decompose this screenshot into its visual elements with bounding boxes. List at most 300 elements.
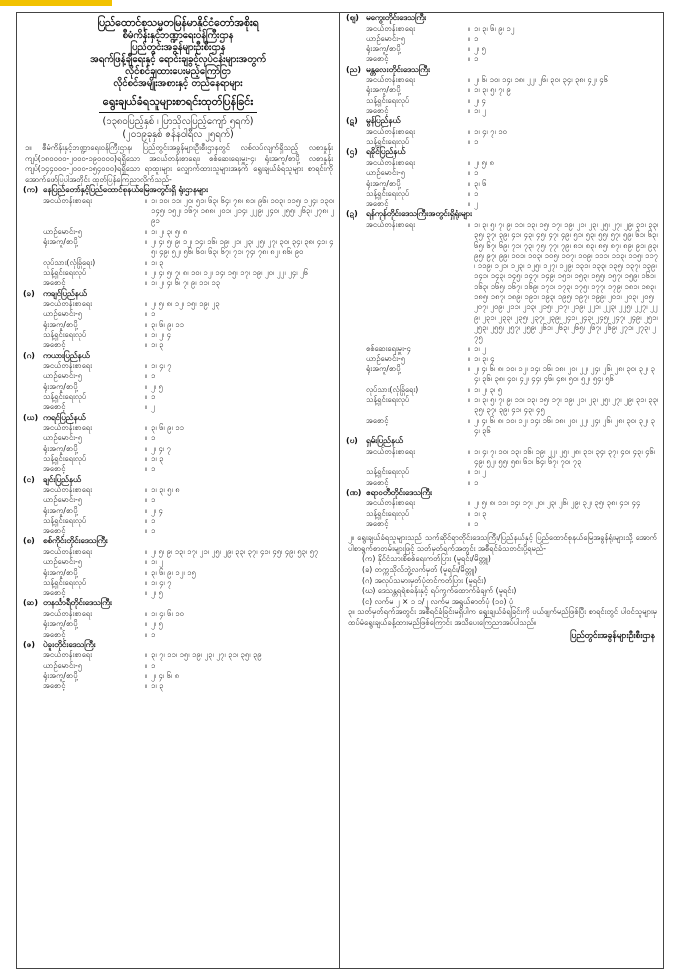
region-section [17,475,339,537]
position-row [23,330,335,340]
region-heading [23,351,335,362]
region-section [340,436,663,488]
notes-paragraph-2: ၃။ သတ်မှတ်ရက်အတွင်း အစီရင်ခံခြင်းမရှိပါက ရွေးချယ်ခံရခြင်းကို ပယ်ဖျက်မည်ဖြစ်ပြီး စာရင်းတွင် ပါဝင်သူများမှ ထပ်မံရွေးချယ်ခန့်ထားမည်ဖြစ်ကြောင်း အသိပေးကြေညာအပ်ပါသည်။ [348,607,657,628]
position-row [346,189,659,199]
position-row [23,382,335,392]
roll-numbers: ၁ [151,371,156,381]
position-row [23,361,335,371]
region-name: ရခိုင်ပြည်နယ် [366,147,406,157]
position-label: အစောင့် [43,402,66,412]
position-label: ရုံးအကူ/စာပို့ [43,505,78,515]
position-row [346,34,659,44]
roll-numbers: ၃၊ ၆၊ ၉၊ ၁၁ [151,319,184,329]
row-separator: ။ [144,453,148,463]
roll-numbers: ၁၊ ၂၊ ၄၊ ၆၊ ၇၊ ၉၊ ၁၁၊ ၁၃ [151,278,221,288]
region-section [17,351,339,413]
position-label: အငယ်တန်းစာရေး [43,650,92,660]
position-row [23,630,335,640]
notes-paragraph: ၂။ ရွေးချယ်ခံရသူများသည် သက်ဆိုင်ရာတိုင်းဒေသကြီး/ပြည်နယ်နှင့် ပြည်ထောင်စုနယ်မြေအခွန်ရုံးများသို့ အောက်ပါစာရွက်စာတမ်းများဖြင့် သတ်မှတ်ရက်အတွင်း အစီရင်ခံသတင်းပို့ရမည်- [348,533,657,553]
position-row [346,478,659,488]
region-number: (ဇ) [23,639,36,649]
row-separator: ။ [144,577,148,587]
roll-numbers: ၁ [474,137,479,147]
position-row [23,485,335,495]
row-separator: ။ [144,588,148,598]
position-row [346,127,659,137]
row-separator: ။ [144,195,148,205]
roll-numbers: ၂၊ ၅ [151,588,163,598]
position-row [23,619,335,629]
region-heading [346,147,659,158]
position-label: အစောင့် [43,588,66,598]
position-label: အစောင့် [43,526,66,536]
region-name: ဧရာဝတီတိုင်းဒေသကြီး [366,487,433,497]
region-section [17,598,339,639]
roll-numbers: ၁၊ ၃ [474,508,487,518]
roll-numbers: ၁ [474,477,479,487]
position-label: အစောင့် [43,278,66,288]
position-label: အငယ်တန်းစာရေး [366,23,415,33]
region-name: ချင်းပြည်နယ် [43,474,81,484]
row-separator: ။ [467,85,471,95]
position-label: သန့်ရှင်းရေးလုပ် [366,137,410,147]
region-number: (ည) [346,64,362,74]
region-number: (ဌ) [346,147,358,157]
region-section [340,209,663,436]
region-name: ရန်ကုန်တိုင်းဒေသကြီးအတွင်းရှိရုံးများ [366,209,473,219]
region-number: (ဋ) [346,116,358,126]
position-label: ယာဉ်မောင်း-၅ [43,371,82,381]
position-row [346,106,659,116]
roll-numbers: ၂၊ ၄ [474,95,486,105]
region-number: (စ) [23,536,35,546]
position-label: သန့်ရှင်းရေးလုပ် [43,577,87,587]
roll-numbers: ၁၊ ၂၊ ၃၊ ၅၊ ၈ [151,226,188,236]
roll-numbers: ၁၊ ၂ [474,467,486,477]
row-separator: ။ [467,75,471,85]
region-heading [346,488,659,499]
roll-numbers: ၁၊ ၃ [151,340,164,350]
position-label: အစောင့် [43,340,66,350]
position-label: အစောင့် [43,464,66,474]
position-row [23,309,335,319]
row-separator: ။ [144,371,148,381]
roll-numbers: ၁၊ ၃၊ ၅၊ ၇၊ ၉၊ ၁၁၊ ၁၃၊ ၁၅၊ ၁၇၊ ၁၉၊ ၂၁၊ ၂၃၊ ၂၅၊ ၂၇၊ ၂၉၊ ၃၁၊ ၃၃၊ ၃၅၊ ၃၇၊ ၃၉၊ ၄၁၊ ၄၃၊ ၄၅ [474,395,659,415]
roll-numbers: ၂ [474,199,478,209]
top-bar-seg-3 [52,0,112,6]
region-number: (ဎ) [346,436,358,446]
position-row [23,227,335,237]
row-separator: ။ [144,391,148,401]
roll-numbers: ၂၊ ၅၊ ၈ [474,157,495,167]
roll-numbers: ၁၊ ၄၊ ၇၊ ၁၀၊ ၁၃၊ ၁၆၊ ၁၉၊ ၂၂၊ ၂၅၊ ၂၈၊ ၃၁၊ ၃၄၊ ၃၇၊ ၄၀၊ ၄၃၊ ၄၆၊ ၄၉၊ ၅၂၊ ၅၅၊ ၅၈၊ ၆၁၊ ၆၄၊ ၆၇၊ ၇၀၊ ၇၃ [474,446,656,466]
announcement-header [17,13,339,141]
row-separator: ။ [144,340,148,350]
row-separator: ။ [144,660,148,670]
position-label: အငယ်တန်းစာရေး [43,195,92,205]
position-row [23,464,335,474]
position-label: အငယ်တန်းစာရေး [366,498,415,508]
region-heading [23,598,335,609]
roll-numbers: ၃၊ ၆၊ ၉၊ ၁၂၊ ၁၅ [151,567,196,577]
header-line-6: လိုင်စင်အမျိုးအစားနှင့် တည်နေရာများ [113,78,243,89]
roll-numbers: ၂၊ ၄၊ ၆၊ ၈ [151,670,180,680]
region-name: တနင်္သာရီတိုင်းဒေသကြီး [43,598,112,608]
row-separator: ။ [144,650,148,660]
position-row [23,671,335,681]
notes-item: (ဃ) ဒေသန္တရရဲစခန်းနှင့် ရပ်ကွက်ထောက်ခံချက် (မူရင်း) [362,586,517,596]
roll-numbers: ၁၊ ၂ [151,557,163,567]
position-row [23,526,335,536]
region-name: ပဲခူးတိုင်းဒေသကြီး [43,639,96,649]
region-section [340,13,663,65]
row-separator: ။ [144,567,148,577]
roll-numbers: ၁ [474,54,479,64]
row-separator: ။ [467,415,471,425]
region-number: (ဃ) [23,412,39,422]
row-separator: ။ [144,423,148,433]
position-row [346,395,659,416]
roll-numbers: ၂၊ ၅၊ ၈၊ ၁၁၊ ၁၄၊ ၁၇၊ ၂၀၊ ၂၃၊ ၂၆၊ ၂၉၊ ၃၂၊ ၃၅၊ ၃၈၊ ၄၁၊ ၄၄ [474,498,641,508]
position-row [346,416,659,437]
position-label: ရုံးအကူ/စာပို့ [366,178,401,188]
region-heading [346,436,659,447]
row-separator: ။ [144,546,148,556]
roll-numbers: ၁၊ ၃၊ ၆၊ ၉၊ ၁၂ [474,23,515,33]
region-number: (ဏ) [346,487,362,497]
row-separator: ။ [144,433,148,443]
position-label: ရုံးအကူ/စာပို့ [43,237,78,247]
position-row [23,299,335,309]
position-row [346,24,659,34]
row-separator: ။ [467,467,471,477]
row-separator: ။ [144,237,148,247]
left-sections [17,185,339,691]
row-separator: ။ [467,157,471,167]
roll-numbers: ၁ [474,188,479,198]
position-row [23,454,335,464]
position-row [346,199,659,209]
position-label: သန့်ရှင်းရေးလုပ် [366,188,410,198]
position-row [346,364,659,385]
position-label: ယာဉ်မောင်း-၅ [43,226,82,236]
position-label: အငယ်တန်းစာရေး [366,219,415,229]
position-row [23,278,335,288]
region-heading [346,116,659,127]
roll-numbers: ၂၊ ၄၊ ၆၊ ၈၊ ၁၀၊ ၁၂၊ ၁၄၊ ၁၆၊ ၁၈၊ ၂၀၊ ၂၂၊ ၂၄၊ ၂၆၊ ၂၈၊ ၃၀၊ ၃၂၊ ၃၄၊ ၃၆၊ ၃၈၊ ၄၀၊ ၄၂၊ ၄၄၊ ၄၆၊ ၄၈၊ ၅၀၊ ၅၂၊ ၅၄၊ ၅၆ [474,364,655,384]
position-row [346,137,659,147]
row-separator: ။ [467,477,471,487]
position-row [23,495,335,505]
region-heading [346,13,659,24]
position-row [346,344,659,354]
roll-numbers: ၂၊ ၅၊ ၉၊ ၁၃၊ ၁၇၊ ၂၁၊ ၂၅၊ ၂၉၊ ၃၃၊ ၃၇၊ ၄၁၊ ၄၅၊ ၄၉၊ ၅၃၊ ၅၇ [151,546,319,556]
header-line-5: လိုင်စင်ချထားပေးမည့်ကြော်ငြာ [125,66,231,77]
region-name: ကရင်ပြည်နယ် [43,412,86,422]
position-label: ယာဉ်မောင်း-၅ [43,495,82,505]
roll-numbers: ၁ [151,433,156,443]
position-row [346,354,659,364]
row-separator: ။ [144,619,148,629]
announcement-title: ရွေးချယ်ခံရသူများစာရင်းထုတ်ပြန်ခြင်း [99,94,257,113]
roll-numbers: ၁၊ ၃၊ ၅၊ ၇၊ ၉ [474,85,511,95]
position-label: အငယ်တန်းစာရေး [43,361,92,371]
roll-numbers: ၂၊ ၄၊ ၆၊ ၈၊ ၁၀၊ ၁၂၊ ၁၄၊ ၁၆၊ ၁၈၊ ၂၀၊ ၂၂၊ ၂၄၊ ၂၆၊ ၂၈၊ ၃၀၊ ၃၂၊ ၃၄၊ ၃၆ [474,415,655,435]
row-separator: ။ [467,199,471,209]
region-name: ရှမ်းပြည်နယ် [366,436,403,446]
row-separator: ။ [467,508,471,518]
region-heading [23,475,335,486]
position-row [346,179,659,189]
roll-numbers: ၂၊ ၄၊ ၇ [151,443,171,453]
position-row [23,433,335,443]
region-heading [346,209,659,220]
position-label: ယာဉ်မောင်း-၅ [43,309,82,319]
header-line-3: ပြည်တွင်းအခွန်များဦးစီးဌာန [130,42,226,53]
position-row [346,447,659,468]
position-row [23,371,335,381]
roll-numbers: ၁ [151,495,156,505]
position-label: ယာဉ်မောင်း-၅ [366,353,405,363]
position-label: သန့်ရှင်းရေးလုပ် [43,391,87,401]
date-myanmar: (၁၃၈၀ပြည့်နှစ် ၊ ပြာသိုလပြည့်ကျော် ၅ရက်) [102,116,254,127]
region-section [340,147,663,209]
row-separator: ။ [467,95,471,105]
region-section [340,65,663,117]
issuer-signature: ပြည်တွင်းအခွန်များဦးစီးဌာန [570,630,655,641]
position-label: သန့်ရှင်းရေးလုပ် [43,329,87,339]
roll-numbers: ၂၊ ၆၊ ၁၀၊ ၁၄၊ ၁၈၊ ၂၂၊ ၂၆၊ ၃၀၊ ၃၄၊ ၃၈၊ ၄၂၊ ၄၆ [474,75,608,85]
position-row [23,661,335,671]
position-row [346,385,659,395]
roll-numbers: ၁၊ ၃၊ ၄ [474,353,495,363]
position-row [346,519,659,529]
position-row [23,320,335,330]
position-row [23,340,335,350]
position-label: ရုံးအကူ/စာပို့ [366,85,401,95]
row-separator: ။ [467,168,471,178]
position-row [346,96,659,106]
row-separator: ။ [467,33,471,43]
position-row [23,578,335,588]
position-label: သန့်ရှင်းရေးလုပ် [366,395,410,404]
roll-numbers: ၁၊ ၃ [151,257,164,267]
date-gregorian: (၂၀၁၉ခုနှစ် ဇန်နဝါရီလ ၂၅ရက်) [122,129,234,140]
row-separator: ။ [144,381,148,391]
position-row [346,85,659,95]
position-label: လုပ်သား(လုံခြုံရေး) [43,257,96,267]
row-separator: ။ [467,54,471,64]
position-row [346,54,659,64]
row-separator: ။ [144,505,148,515]
row-separator: ။ [467,446,471,456]
row-separator: ။ [144,681,148,691]
roll-numbers: ၁၊ ၂ [474,343,486,353]
roll-numbers: ၁ [151,526,156,536]
row-separator: ။ [144,670,148,680]
position-label: ယာဉ်မောင်း-၅ [366,33,405,43]
position-label: အစောင့် [366,415,389,425]
position-row [346,509,659,519]
position-label: ရုံးအကူ/စာပို့ [43,670,78,680]
position-label: အငယ်တန်းစာရေး [43,423,92,433]
position-label: အငယ်တန်းစာရေး [43,608,92,618]
announcement-page [16,12,664,969]
position-label: သန့်ရှင်းရေးလုပ် [43,515,87,525]
roll-numbers: ၁ [474,168,479,178]
row-separator: ။ [144,329,148,339]
position-label: သန့်ရှင်းရေးလုပ် [366,508,410,518]
position-row [23,196,335,227]
position-row [23,650,335,660]
top-bar-seg-2 [32,0,52,6]
row-separator: ။ [144,515,148,525]
row-separator: ။ [144,257,148,267]
roll-numbers: ၁၊ ၁၀၊ ၁၁၊ ၂၀၊ ၅၁၊ ၆၃၊ ၆၄၊ ၇၈၊ ၈၁၊ ၉၆၊ ၁၀၃၊ ၁၁၅၊ ၁၂၄၊ ၁၃၀၊ ၁၄၅၊ ၁၅၂၊ ၁၆၇၊ ၁၈၈၊ ၂၀၁၊ ၂၁၄၊ ၂၂၉၊ ၂၄၀၊ ၂၅၅၊ ၂၆၃၊ ၂၇၈၊ ၂၉၁ [151,195,335,226]
roll-numbers: ၁၊ ၄၊ ၇ [151,577,172,587]
region-number: (ဆ) [23,598,39,608]
region-heading [23,536,335,547]
roll-numbers: ၁၊ ၂၊ ၃၊ ၅ [474,384,503,394]
position-label: အစောင့် [43,629,66,639]
row-separator: ။ [467,178,471,188]
row-separator: ။ [144,629,148,639]
roll-numbers: ၁၊ ၃ [151,681,164,691]
position-label: ယာဉ်မောင်း-၅ [43,433,82,443]
region-heading [23,289,335,300]
roll-numbers: ၂၊ ၅၊ ၈၊ ၁၂၊ ၁၅၊ ၁၉၊ ၂၃ [151,299,220,309]
roll-numbers: ၁ [474,518,479,528]
header-line-2: စီမံကိန်းနှင့်ဘဏ္ဍာရေးဝန်ကြီးဌာန [122,30,234,41]
position-label: ရုံးအကူ/စာပို့ [43,443,78,453]
row-separator: ။ [467,364,471,374]
roll-numbers: ၁၊ ၂၊ ၄ [151,329,171,339]
row-separator: ။ [144,309,148,319]
position-row [23,268,335,278]
position-label: အစောင့် [366,106,389,116]
roll-numbers: ၂ [151,402,155,412]
row-separator: ။ [467,498,471,508]
position-row [346,467,659,477]
region-heading [23,640,335,651]
position-row [23,609,335,619]
notes-item: (ဂ) အလုပ်သမားမှတ်ပုံတင်ကတ်ပြား (မူရင်း) [362,575,487,585]
position-label: ရုံးအကူ/စာပို့ [43,567,78,577]
position-row [346,75,659,85]
position-row [23,258,335,268]
roll-numbers: ၁ [151,515,156,525]
roll-numbers: ၁၊ ၃ [151,453,164,463]
position-row [346,168,659,178]
row-separator: ။ [467,23,471,33]
row-separator: ။ [144,361,148,371]
roll-numbers: ၁၊ ၄၊ ၆၊ ၁၀ [151,608,184,618]
notes-item: (ခ) တက္ကသိုလ်ဘွဲ့လက်မှတ် (မူရင်း/မိတ္တူ) [362,565,478,575]
roll-numbers: ၂၊ ၄၊ ၅၊ ၉၊ ၁၂၊ ၁၄၊ ၁၆၊ ၁၉၊ ၂၁၊ ၂၃၊ ၂၅၊ ၂၇၊ ၃၀၊ ၃၄၊ ၃၈၊ ၄၁၊ ၄၅၊ ၄၉၊ ၅၂၊ ၅၆၊ ၆၀၊ ၆၃၊ ၆၇၊ ၇၁၊ ၇၄၊ ၇၈၊ ၈၂၊ ၈၆၊ ၉၀ [151,237,334,257]
position-row [346,220,659,344]
region-heading [346,65,659,76]
row-separator: ။ [144,485,148,494]
region-number: (ခ) [23,288,35,298]
roll-numbers: ၂၊ ၄ [151,505,163,515]
row-separator: ။ [144,402,148,412]
position-label: အငယ်တန်းစာရေး [366,75,415,85]
position-label: ရုံးအကူ/စာပို့ [43,319,78,329]
roll-numbers: ၁၊ ၂ [474,106,486,116]
position-label: ယာဉ်မောင်း-၅ [366,168,405,178]
row-separator: ။ [467,219,471,229]
row-separator: ။ [144,278,148,288]
position-row [346,44,659,54]
position-label: ယာဉ်မောင်း-၅ [43,557,82,567]
row-separator: ။ [467,343,471,353]
roll-numbers: ၁ [151,660,156,670]
position-label: လုပ်သား(လုံခြုံရေး) [366,384,419,394]
row-separator: ။ [467,353,471,363]
position-row [346,158,659,168]
position-row [23,506,335,516]
position-row [23,444,335,454]
region-heading [23,413,335,424]
region-name: နေပြည်တော်နှင့်ပြည်ထောင်စုနယ်မြေအတွင်းရှိ ရုံးဌာနများ [43,185,209,195]
right-sections [340,13,663,529]
row-separator: ။ [467,106,471,116]
position-row [23,516,335,526]
roll-numbers: ၁ [474,33,479,43]
roll-numbers: ၂၊ ၅ [474,44,486,54]
roll-numbers: ၁ [151,309,156,319]
notes-item: (က) နိုင်ငံသားစိစစ်ရေးကတ်ပြား (မူရင်း/မိတ္တူ) [362,554,491,564]
region-name: ကချင်ပြည်နယ် [43,288,87,298]
header-line-1: ပြည်ထောင်စုသမ္မတမြန်မာနိုင်ငံတော်အစိုးရ [97,17,259,29]
position-label: အငယ်တန်းစာရေး [43,485,92,494]
row-separator: ။ [144,267,148,277]
region-number: (င) [23,474,35,484]
row-separator: ။ [144,443,148,453]
position-label: ရုံးအကူ/စာပို့ [366,44,401,54]
position-label: ရုံးအကူ/စာပို့ [43,381,78,391]
region-section [17,640,339,692]
roll-numbers: ၃၊ ၇၊ ၁၁၊ ၁၅၊ ၁၉၊ ၂၃၊ ၂၇၊ ၃၁၊ ၃၅၊ ၃၉ [151,650,262,660]
row-separator: ။ [144,464,148,474]
position-row [23,547,335,557]
position-label: သန့်ရှင်းရေးလုပ် [43,453,87,463]
header-line-4: အရက်ဖြန့်ချီရေးနှင့် ရောင်းချခွင့်လုပ်ငန်းများအတွက် [90,54,266,65]
position-label: အငယ်တန်းစာရေး [366,126,415,136]
region-section [340,116,663,147]
roll-numbers: ၃၊ ၆ [474,178,487,188]
region-section [17,289,339,351]
position-label: အစောင့် [366,54,389,64]
region-section [17,536,339,598]
position-label: စစ်ဆေးရေးမှူး-၄ [366,343,411,353]
position-row [23,237,335,258]
roll-numbers: ၁ [151,629,156,639]
position-row [23,568,335,578]
region-section [17,185,339,288]
position-label: ယာဉ်မောင်း-၅ [43,660,82,670]
roll-numbers: ၁၊ ၄၊ ၇ [151,361,172,371]
roll-numbers: ၃၊ ၆၊ ၉၊ ၁၁ [151,423,184,433]
roll-numbers: ၂၊ ၅ [151,619,163,629]
row-separator: ။ [467,395,471,404]
position-row [23,681,335,691]
region-section [340,488,663,529]
region-name: မန္တလေးတိုင်းဒေသကြီး [366,64,430,74]
row-separator: ။ [467,518,471,528]
region-name: စစ်ကိုင်းတိုင်းဒေသကြီး [43,536,108,546]
region-number: (ဈ) [346,13,359,22]
